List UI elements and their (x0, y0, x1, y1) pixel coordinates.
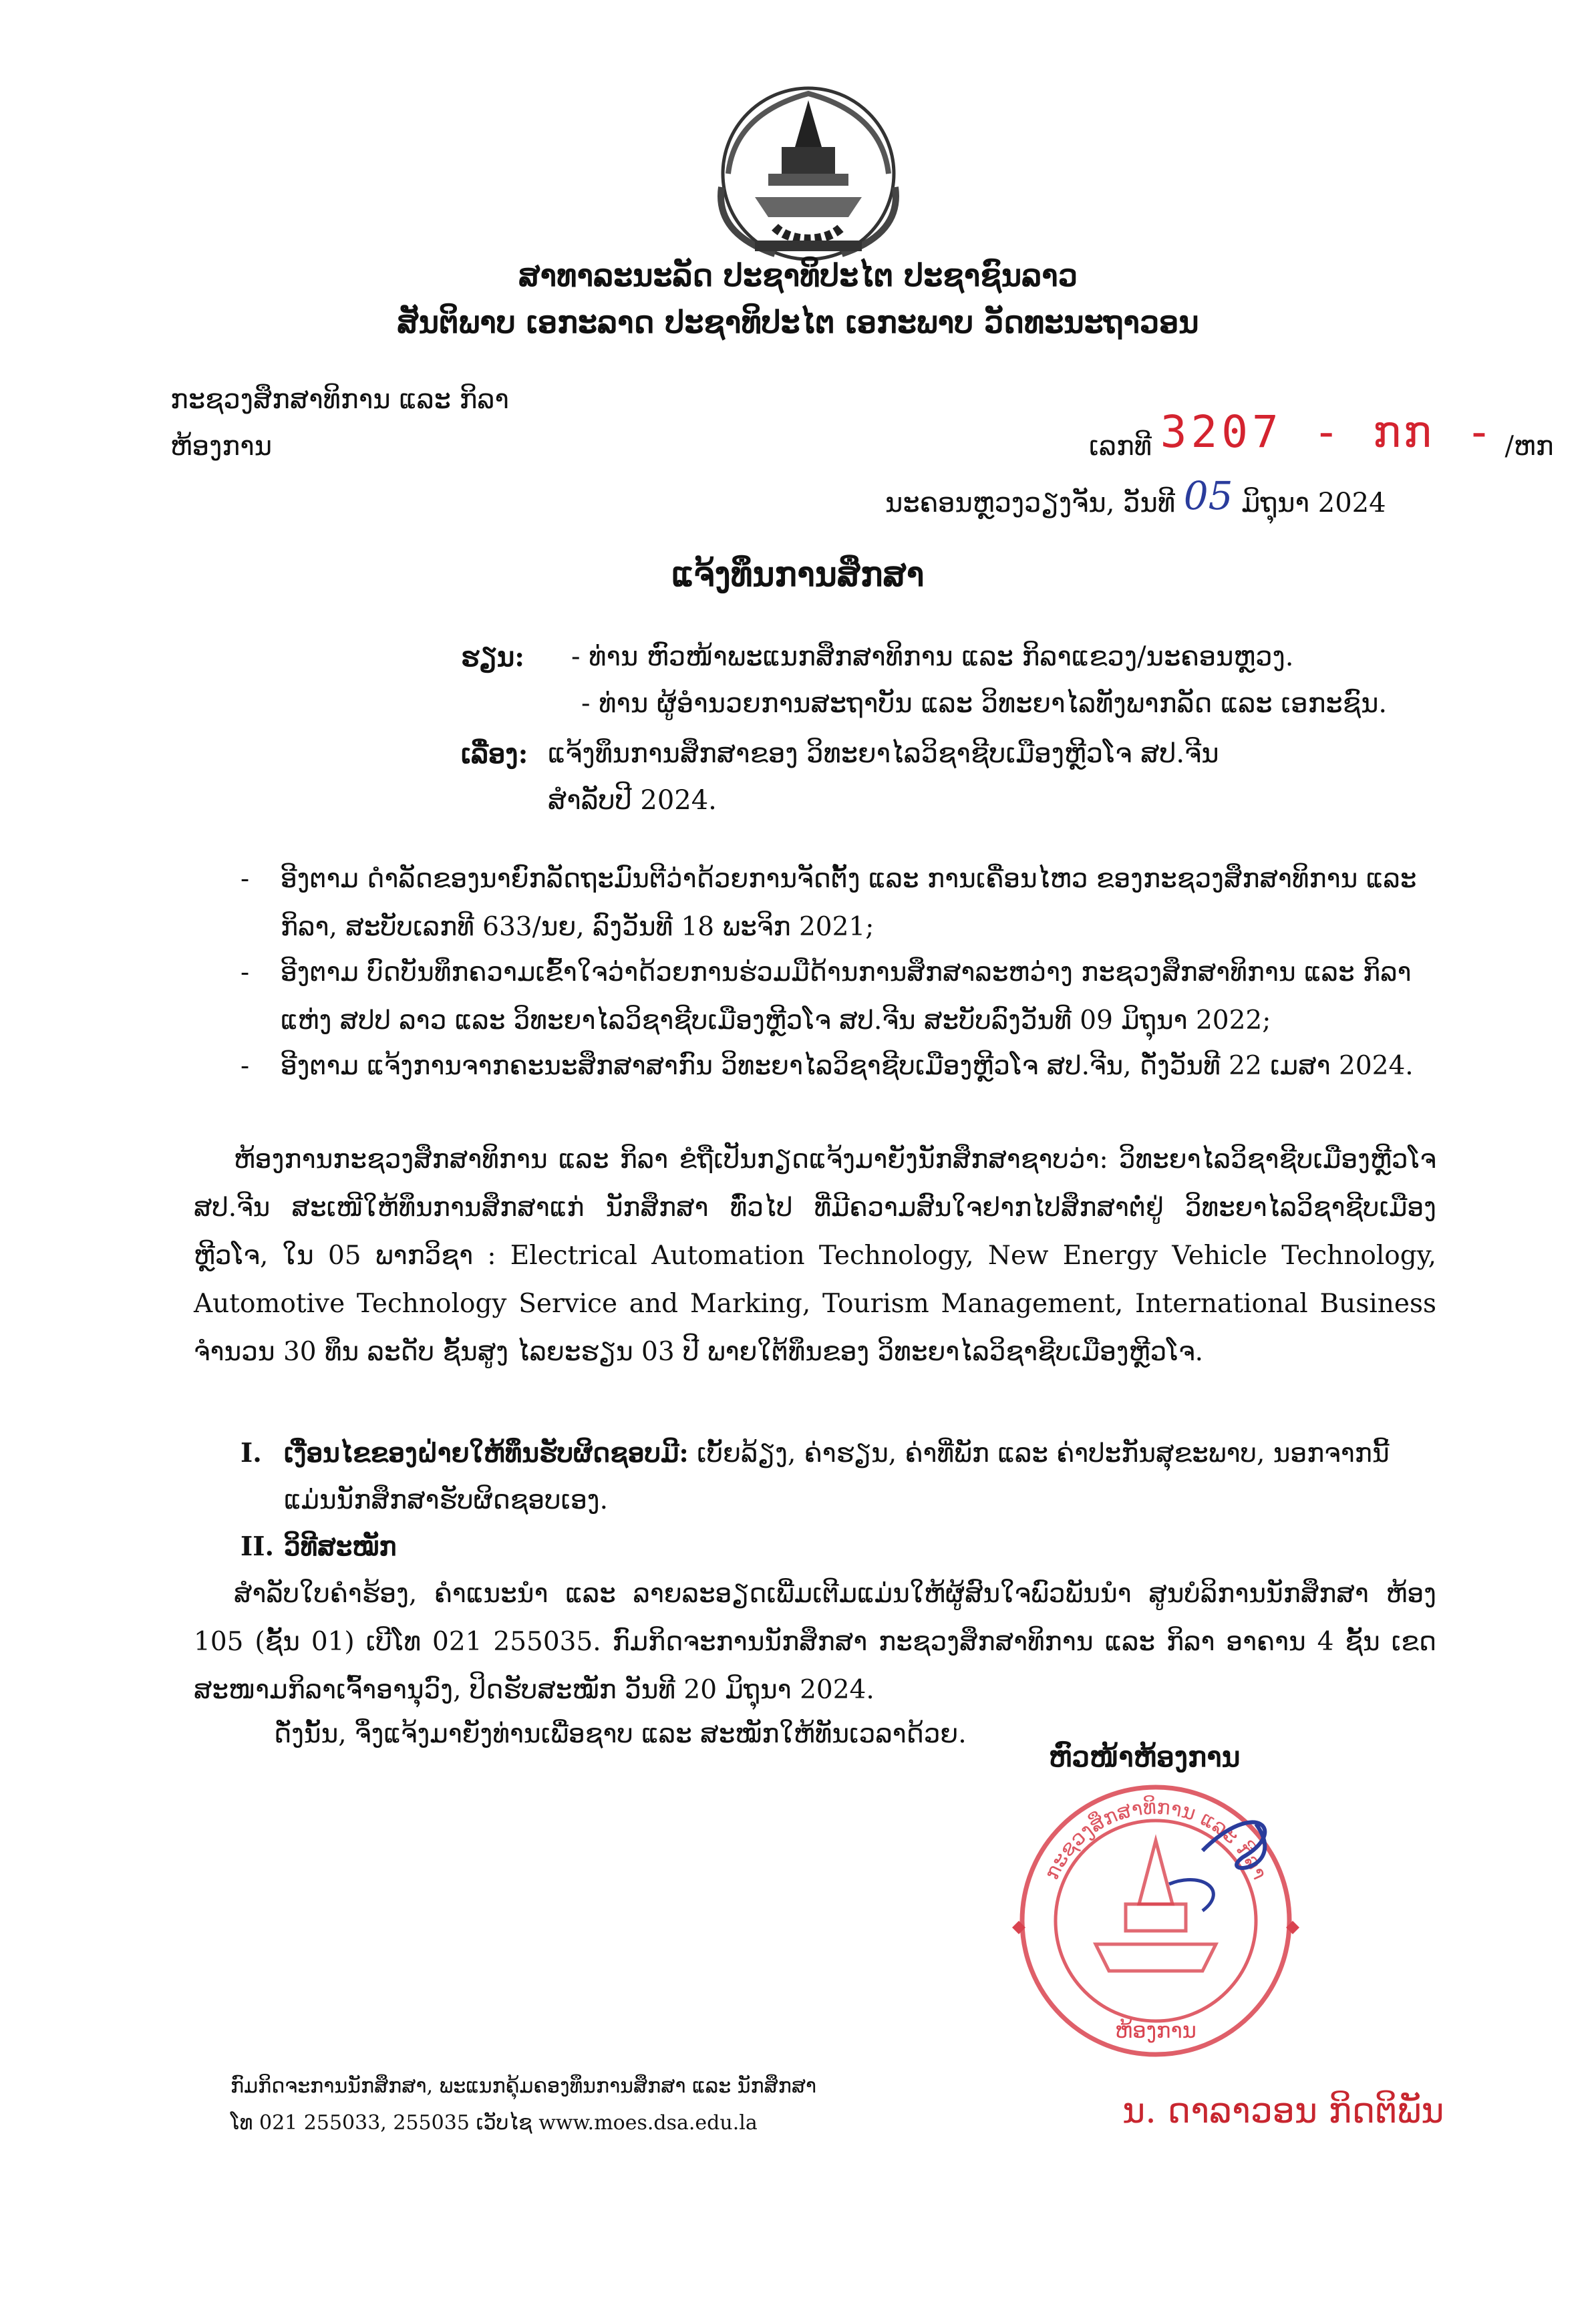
reference-item: - ອີງຕາມ ບົດບັນທຶກຄວາມເຂົ້າໃຈວ່າດ້ວຍການຮ່ວມມືດ້ານການສຶກສາລະຫວ່າງ ກະຊວງສຶກສາທິການ ແລະ ກິລາ ແຫ່ງ ສປປ ລາວ ແລະ ວິທະຍາໄລວິຊາຊີບເມືອງຫຼີວໂຈ ສປ.ຈີນ ສະບັບລົງວັນທີ 09 ມິຖຸນາ 2022; (241, 949, 1436, 1045)
lao-national-emblem-icon (695, 73, 922, 267)
main-paragraph (194, 1136, 1436, 1376)
handwritten-day: 05 (1183, 473, 1233, 518)
section-2-paragraph (194, 1570, 1436, 1714)
header-line-2: ສັນຕິພາບ ເອກະລາດ ປະຊາທິປະໄຕ ເອກະພາບ ວັດທະນະຖາວອນ (397, 304, 1199, 340)
number-suffix: /ຫກ (1504, 431, 1554, 462)
to-line-1: - ທ່ານ ຫົວໜ້າພະແນກສຶກສາທິການ ແລະ ກິລາແຂວງ/ນະຄອນຫຼວງ. (571, 641, 1294, 672)
official-stamp-icon (1002, 1770, 1309, 2071)
to-label: ຮຽນ: (461, 641, 524, 673)
closing-text: ດັ່ງນັ້ນ, ຈຶ່ງແຈ້ງມາຍັງທ່ານເພື່ອຊາບ ແລະ ສະໝັກໃຫ້ທັນເວລາດ້ວຍ. (274, 1719, 967, 1749)
sender-office: ຫ້ອງການ (170, 431, 273, 462)
stamp-text-top: ກະຊວງສຶກສາທິການ ແລະ ກິລາ (1040, 1795, 1272, 1883)
reference-item: - ອີງຕາມ ແຈ້ງການຈາກຄະນະສຶກສາສາກົນ ວິທະຍາໄລວິຊາຊີບເມືອງຫຼີວໂຈ ສປ.ຈີນ, ດັ່ງວັນທີ 22 ເມສາ 2024. (241, 1042, 1436, 1090)
section-1 (241, 1430, 1436, 1524)
section-1-number: I. (241, 1438, 262, 1469)
section-1-text: ເບັ້ຍລ້ຽງ, ຄ່າຮຽນ, ຄ່າທີ່ພັກ ແລະ ຄ່າປະກັນສຸຂະພາບ, ນອກຈາກນີ້ແມ່ນນັກສຶກສາຮັບຜິດຊອບເອງ. (284, 1438, 1390, 1515)
subject-label: ເລື່ອງ: (461, 738, 528, 770)
signer-name: ນ. ດາລາວອນ ກິດຕິພັນ (1122, 2091, 1444, 2131)
section-2-text: ສຳລັບໃບຄຳຮ້ອງ, ຄຳແນະນຳ ແລະ ລາຍລະອຽດເພີ່ມເຕີມແມ່ນໃຫ້ຜູ້ສົນໃຈພົວພັນນຳ ສູນບໍລິການນັກສຶກສາ ຫ້ອງ 105 (ຊັ້ນ 01) ເບີໂທ 021 255035. ກົມກິດຈະການນັກສຶກສາ ກະຊວງສຶກສາທິການ ແລະ ກິລາ ອາຄານ 4 ຊັ້ນ ເຂດສະໜາມກິລາເຈົ້າອານຸວົງ, ປິດຮັບສະໝັກ ວັນທີ 20 ມິຖຸນາ 2024. (194, 1579, 1436, 1705)
section-2-number: II. (241, 1531, 275, 1562)
reference-text-1: ອີງຕາມ ດຳລັດຂອງນາຍົກລັດຖະມົນຕີວ່າດ້ວຍການຈັດຕັ້ງ ແລະ ການເຄື່ອນໄຫວ ຂອງກະຊວງສຶກສາທິການ ແລະ ກິລາ, ສະບັບເລກທີ 633/ນຍ, ລົງວັນທີ 18 ພະຈິກ 2021; (281, 864, 1417, 942)
subject-line-2: ສຳລັບປີ 2024. (548, 785, 717, 816)
number-label: ເລກທີ (1089, 431, 1152, 462)
reference-number-line (1089, 406, 1554, 466)
handwritten-number: 3207 - ກກ - (1160, 406, 1496, 458)
document-title: ແຈ້ງທຶນການສຶກສາ (671, 555, 925, 594)
reference-item: - ອີງຕາມ ດຳລັດຂອງນາຍົກລັດຖະມົນຕີວ່າດ້ວຍການຈັດຕັ້ງ ແລະ ການເຄື່ອນໄຫວ ຂອງກະຊວງສຶກສາທິການ ແລະ ກິລາ, ສະບັບເລກທີ 633/ນຍ, ລົງວັນທີ 18 ພະຈິກ 2021; (241, 855, 1436, 951)
main-paragraph-text: ຫ້ອງການກະຊວງສຶກສາທິການ ແລະ ກິລາ ຂໍຖືເປັນກຽດແຈ້ງມາຍັງນັກສຶກສາຊາບວ່າ: ວິທະຍາໄລວິຊາຊີບເມືອງຫຼີວໂຈ ສປ.ຈີນ ສະເໜີໃຫ້ທຶນການສຶກສາແກ່ ນັກສຶກສາ ທົ່ວໄປ ທີ່ມີຄວາມສົນໃຈຢາກໄປສຶກສາຕໍ່ຢູ່ ວິທະຍາໄລວິຊາຊີບເມືອງຫຼີວໂຈ, ໃນ 05 ພາກວິຊາ : Electrical Automation Technology, New Energy Vehicle Technology, Automotive Technology Service and Marking, Tourism Management, International Business ຈຳນວນ 30 ທຶນ ລະດັບ ຊັ້ນສູງ ໄລຍະຮຽນ 03 ປີ ພາຍໃຕ້ທຶນຂອງ ວິທະຍາໄລວິຊາຊີບເມືອງຫຼີວໂຈ. (194, 1144, 1436, 1367)
footer-department: ກົມກິດຈະການນັກສຶກສາ, ພະແນກຄຸ້ມຄອງທຶນການສຶກສາ ແລະ ນັກສຶກສາ (230, 2074, 817, 2098)
reference-text-2: ອີງຕາມ ບົດບັນທຶກຄວາມເຂົ້າໃຈວ່າດ້ວຍການຮ່ວມມືດ້ານການສຶກສາລະຫວ່າງ ກະຊວງສຶກສາທິການ ແລະ ກິລາ ແຫ່ງ ສປປ ລາວ ແລະ ວິທະຍາໄລວິຊາຊີບເມືອງຫຼີວໂຈ ສປ.ຈີນ ສະບັບລົງວັນທີ 09 ມິຖຸນາ 2022; (281, 957, 1412, 1036)
sender-ministry: ກະຊວງສຶກສາທິການ ແລະ ກິລາ (170, 384, 509, 415)
section-2 (241, 1523, 1436, 1571)
section-1-heading: ເງື່ອນໄຂຂອງຝ່າຍໃຫ້ທຶນຮັບຜິດຊອບມີ: (284, 1438, 689, 1469)
footer-contact: ໂທ 021 255033, 255035 ເວັບໄຊ www.moes.dsa.edu.la (230, 2111, 758, 2135)
date-suffix: ມິຖຸນາ 2024 (1241, 488, 1386, 518)
header-line-1: ສາທາລະນະລັດ ປະຊາທິປະໄຕ ປະຊາຊົນລາວ (518, 257, 1078, 293)
signer-title: ຫົວໜ້າຫ້ອງການ (1049, 1740, 1241, 1773)
date-line (885, 473, 1386, 521)
stamp-text-bottom: ຫ້ອງການ (1115, 2018, 1196, 2043)
reference-text-3: ອີງຕາມ ແຈ້ງການຈາກຄະນະສຶກສາສາກົນ ວິທະຍາໄລວິຊາຊີບເມືອງຫຼີວໂຈ ສປ.ຈີນ, ດັ່ງວັນທີ 22 ເມສາ 2024. (281, 1051, 1414, 1081)
date-prefix: ນະຄອນຫຼວງວຽງຈັນ, ວັນທີ (885, 488, 1176, 518)
section-2-heading: ວິທີສະໝັກ (284, 1531, 397, 1562)
closing-paragraph (194, 1710, 1436, 1758)
subject-line-1: ແຈ້ງທຶນການສຶກສາຂອງ ວິທະຍາໄລວິຊາຊີບເມືອງຫຼີວໂຈ ສປ.ຈີນ (548, 738, 1219, 769)
to-line-2: - ທ່ານ ຜູ້ອຳນວຍການສະຖາບັນ ແລະ ວິທະຍາໄລທັງພາກລັດ ແລະ ເອກະຊົນ. (581, 688, 1388, 719)
